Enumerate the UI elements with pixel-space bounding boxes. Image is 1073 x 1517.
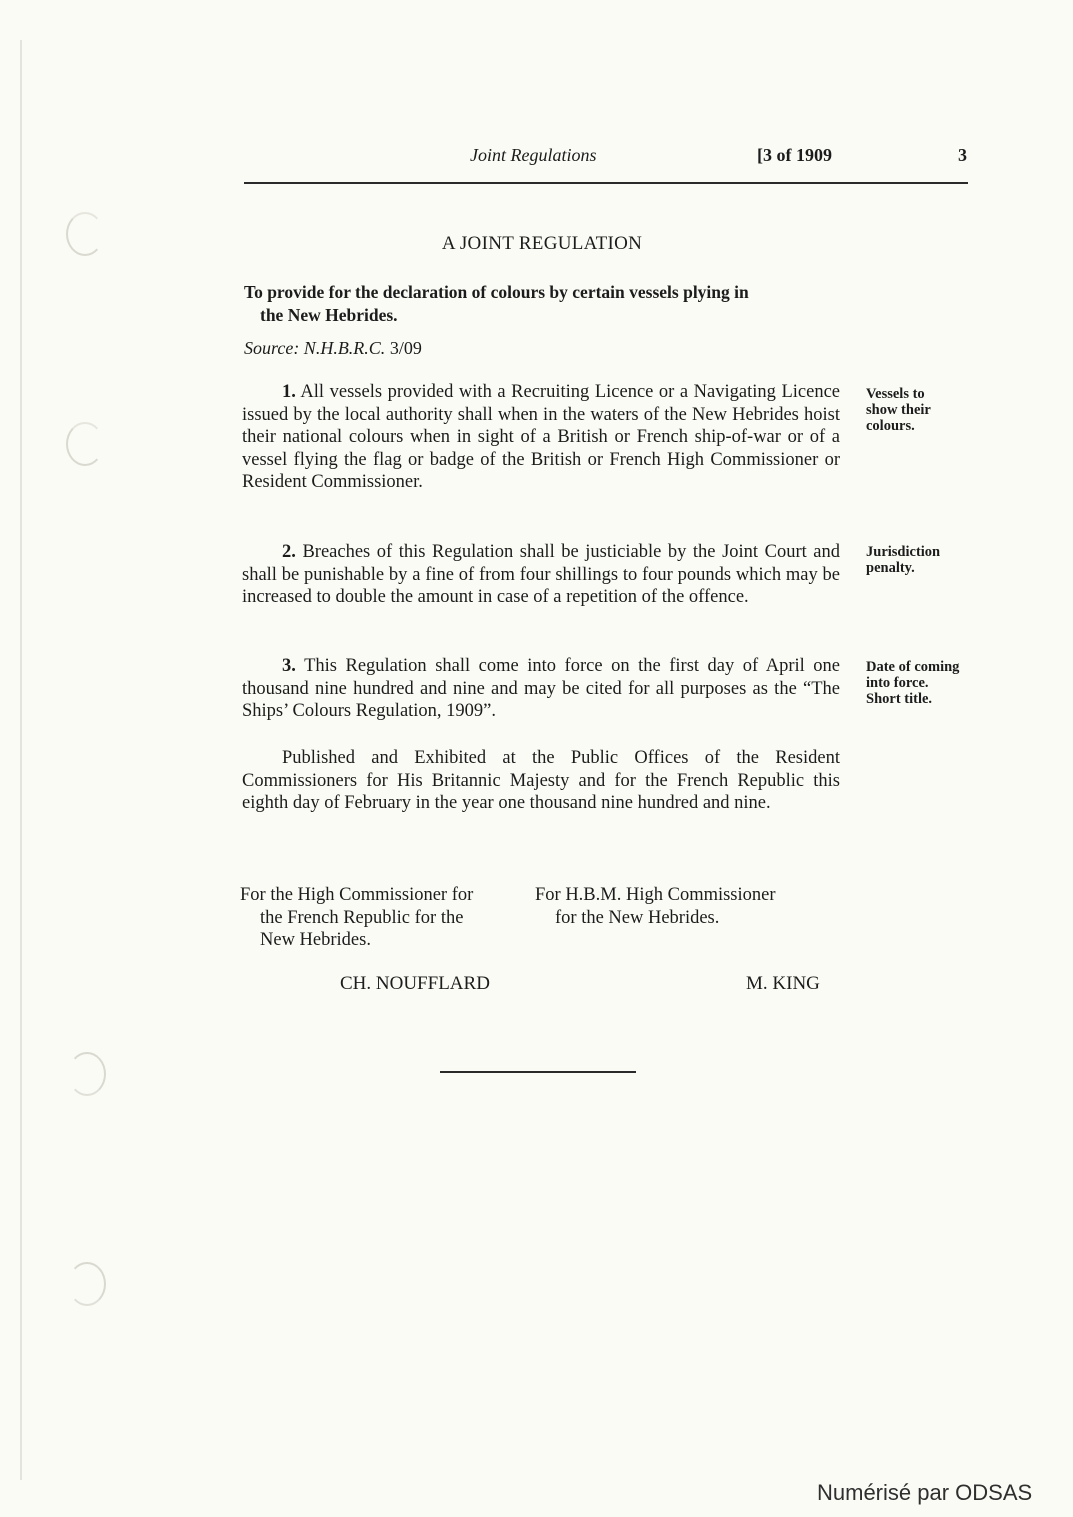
- section-2: [242, 541, 840, 609]
- source-reference: [244, 338, 422, 359]
- source-ref: 3/09: [389, 338, 422, 358]
- section-text: This Regulation shall come into force on the first day of April one thousand nine hundred and nine and may be cited for all purposes as the “The Ships’ Colours Regulation, 1909”.: [242, 656, 840, 721]
- section-text: All vessels provided with a Recruiting Licence or a Navigating Licence issued by the local authority shall when in the waters of the New Hebrides hoist their national colours when in sight of a British or French ship-of-war or of a vessel flying the flag or badge of the British or French High Commissioner or Resident Commissioner.: [242, 382, 840, 492]
- punch-hole-mark: [68, 1052, 106, 1096]
- section-3: [242, 655, 840, 723]
- header-rule: [244, 182, 968, 184]
- scan-edge: [20, 40, 22, 1480]
- page-number: 3: [958, 145, 967, 165]
- document-title: A JOINT REGULATION: [441, 233, 643, 254]
- source-label: Source: N.H.B.R.C.: [244, 338, 386, 358]
- signatory-left-line-3: New Hebrides.: [260, 930, 371, 950]
- punch-hole-mark: [66, 212, 104, 256]
- signatory-left-line-1: For the High Commissioner for: [240, 885, 474, 905]
- running-header-title: Joint Regulations: [470, 145, 597, 165]
- signatory-right-name: M. KING: [746, 973, 820, 994]
- digitization-watermark: Numérisé par ODSAS: [817, 1480, 1033, 1505]
- long-title: [244, 281, 844, 327]
- margin-note-1: Vessels to show their colours.: [866, 386, 931, 434]
- long-title-line-1: To provide for the declaration of colours by certain vessels plying in: [244, 282, 749, 302]
- margin-note-3: Date of coming into force. Short title.: [866, 659, 960, 707]
- margin-note-2: Jurisdiction penalty.: [866, 544, 941, 576]
- publication-paragraph: [242, 747, 840, 815]
- running-header-act: [3 of 1909: [757, 145, 832, 165]
- end-rule: [440, 1071, 636, 1073]
- section-number: 3.: [282, 656, 296, 676]
- signatory-right-line-1: For H.B.M. High Commissioner: [535, 885, 776, 905]
- signatory-left: [240, 884, 530, 952]
- section-text: Breaches of this Regulation shall be justiciable by the Joint Court and shall be punishable by a fine of from four shillings to four pounds which may be increased to double the amount in case of a repetition of the offence.: [242, 542, 841, 607]
- signatory-left-name: CH. NOUFFLARD: [340, 973, 490, 994]
- section-number: 2.: [282, 542, 296, 562]
- signatory-left-line-2: the French Republic for the: [260, 907, 464, 928]
- long-title-line-2: the New Hebrides.: [260, 305, 398, 325]
- publication-text: Published and Exhibited at the Public Offices of the Resident Commissioners for His Britannic Majesty and for the French Republic this eighth day of February in the year one thousand nine hundred and nine.: [242, 748, 840, 813]
- punch-hole-mark: [68, 1262, 106, 1306]
- section-number: 1.: [282, 382, 296, 402]
- section-1: [242, 381, 840, 494]
- signatory-right-line-2: for the New Hebrides.: [555, 907, 720, 928]
- signatory-right: [535, 884, 845, 929]
- punch-hole-mark: [66, 422, 104, 466]
